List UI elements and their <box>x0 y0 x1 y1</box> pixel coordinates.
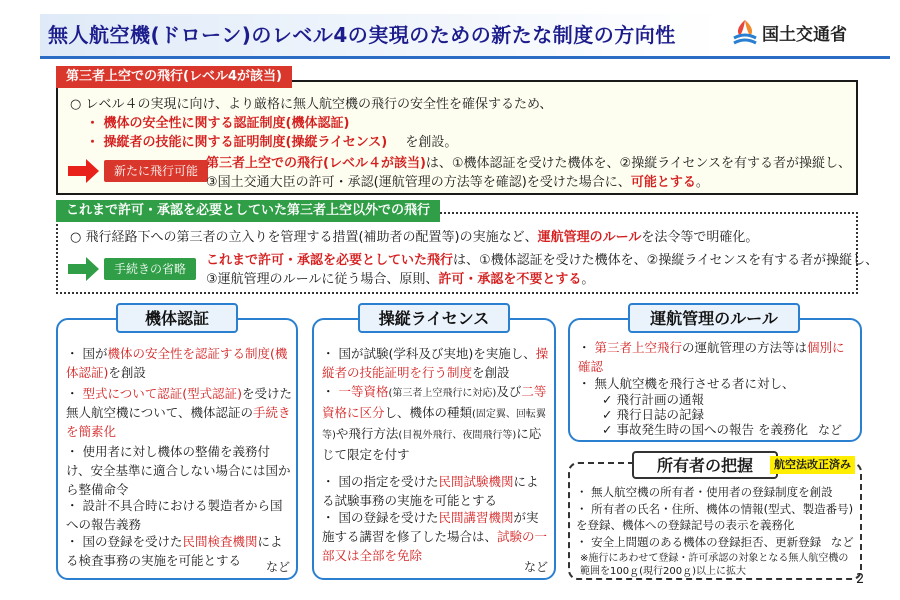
t-red: 試験の一部又は全部を免除 <box>322 529 548 563</box>
t: に応じて限定を付す <box>322 426 542 462</box>
owner-item-1: ・ 無人航空機の所有者・使用者の登録制度を創設 <box>576 485 833 499</box>
level4-bullet-kitai: ・ 機体の安全性に関する認証制度(機体認証) <box>86 116 350 131</box>
page-title: 無人航空機(ドローン)のレベル4の実現のための新たな制度の方向性 <box>40 14 720 56</box>
t-red: 型式について認証(型式認証) <box>82 386 242 401</box>
t: 飛行計画の通報 <box>616 392 704 407</box>
level4-detail2-a: ③国土交通大臣の許可・承認(運航管理の方法等を確認)を受けた場合に、 <box>206 175 631 190</box>
check-icon: ✓ <box>602 407 613 422</box>
t-red: 機体の安全性を認証する制度(機体認証) <box>66 346 288 380</box>
red-arrow-icon <box>68 158 100 184</box>
t: 無人航空機の所有者・使用者の登録制度を創設 <box>591 485 833 499</box>
intro-b: を法令等で明確化。 <box>641 230 759 245</box>
procedure-skip-badge: 手続きの省略 <box>104 258 196 280</box>
t: 及び <box>496 384 522 399</box>
level4-detail2-end: 。 <box>695 175 709 190</box>
owner-note: ※施行にあわせて登録・許可承認の対象となる無人航空機の範囲を100ｇ(現行200ｇ)以上に拡大 <box>580 553 849 577</box>
level4-detail-rest: は、①機体認証を受けた機体を、②操縦ライセンスを有する者が操縦し、 <box>425 156 852 171</box>
owner-item-2: ・ 所有者の氏名・住所、機体の情報(型式、製造番号)を登録、機体への登録記号の表示を義務化 <box>576 502 854 532</box>
license-item-3: ・ 国の指定を受けた民間試験機関による試験事務の実施を可能とする <box>322 474 539 508</box>
license-item-4: ・ 国の登録を受けた民間講習機関が実施する講習を修了した場合は、試験の一部又は全部を免除 <box>322 510 548 563</box>
t-small: (第三者上空飛行に対応) <box>388 388 497 399</box>
t-red: 手続きを簡素化 <box>66 405 291 439</box>
t-red: 操縦者の技能証明を行う制度 <box>322 346 549 380</box>
t: し、機体の種類 <box>384 405 473 420</box>
header <box>40 14 890 58</box>
t: 国が試験(学科及び実地)を実施し、 <box>338 346 536 361</box>
intro-a: ○ 飛行経路下への第三者の立入りを管理する措置(補助者の配置等)の実施など、 <box>70 230 538 245</box>
level4-bullet-license-suffix: を創設。 <box>405 135 458 150</box>
t: 事故発生時の国への報告 を義務化 <box>616 422 808 437</box>
detail2-red: 許可・承認を不要とする <box>438 272 582 287</box>
t: 無人航空機を飛行させる者に対し、 <box>594 376 795 391</box>
t: 国が <box>82 346 108 361</box>
kitai-item-2: ・ 型式について認証(型式認証)を受けた無人航空機について、機体認証の手続きを簡素化 <box>66 386 293 439</box>
ops-item-2: ・ 無人航空機を飛行させる者に対し、 <box>578 376 795 391</box>
license-title: 操縦ライセンス <box>358 303 510 333</box>
t-red: 第三者上空飛行 <box>594 340 682 355</box>
license-nado: など <box>524 560 549 574</box>
level4-bullet-license-label: ・ 操縦者の技能に関する証明制度(操縦ライセンス) <box>86 135 388 150</box>
t: 国の指定を受けた <box>338 474 439 489</box>
intro-red: 運航管理のルール <box>537 230 642 245</box>
kitai-item-1: ・ 国が機体の安全性を認証する制度(機体認証)を創設 <box>66 346 288 380</box>
kitai-ninsho-title: 機体認証 <box>116 303 238 333</box>
ops-rules-title: 運航管理のルール <box>628 303 800 333</box>
kitai-item-5: ・ 国の登録を受けた民間検査機関による検査事務の実施を可能とする <box>66 534 283 568</box>
t: 所有者の氏名・住所、機体の情報(型式、製造番号)を登録、機体への登録記号の表示を義務化 <box>576 502 854 532</box>
t-red: 二等資格に区分 <box>322 384 547 420</box>
detail2-a: ③運航管理のルールに従う場合、原則、 <box>206 272 439 287</box>
level4-bullet-license <box>86 133 457 152</box>
ministry-name: 国土交通省 <box>762 25 847 45</box>
title-underline <box>40 56 890 59</box>
t-red: 一等資格 <box>338 384 389 399</box>
owner-nado: など <box>830 535 854 549</box>
kitai-nado: など <box>266 560 291 574</box>
t: を創設 <box>472 365 510 380</box>
level4-intro: ○ レベル４の実現に向け、より厳格に無人航空機の飛行の安全性を確保するため、 <box>70 97 553 112</box>
check-icon: ✓ <box>602 392 613 407</box>
check-icon: ✓ <box>602 422 613 437</box>
green-arrow-icon <box>68 256 100 282</box>
t: 飛行日誌の記録 <box>616 407 704 422</box>
t: の運航管理の方法等は <box>682 340 808 355</box>
t: を受けた無人航空機について、機体認証の <box>66 386 293 420</box>
t-red: 民間講習機関 <box>438 510 514 525</box>
non-third-party-detail-line1 <box>206 251 878 270</box>
t: による試験事務の実施を可能とする <box>322 474 539 508</box>
license-item-1: ・ 国が試験(学科及び実地)を実施し、操縦者の技能証明を行う制度を創設 <box>322 346 549 380</box>
level4-detail-line2 <box>206 173 709 192</box>
t-small: (固定翼、回転翼等) <box>322 409 546 441</box>
t: や飛行方法 <box>335 426 399 441</box>
t: 使用者に対し機体の整備を義務付け、安全基準に適合しない場合には国から整備命令 <box>66 444 291 497</box>
level4-detail2-red: 可能とする <box>630 175 696 190</box>
ministry-logo-icon <box>732 18 758 46</box>
level4-detail-line1 <box>206 154 851 173</box>
detail-red: これまで許可・承認を必要としていた飛行 <box>206 253 454 268</box>
t: 安全上問題のある機体の登録拒否、更新登録 <box>591 535 822 549</box>
t-red: 民間検査機関 <box>182 534 258 549</box>
t-small: (目視外飛行、夜間飛行等) <box>398 430 517 441</box>
non-third-party-section-tab: これまで許可・承認を必要としていた第三者上空以外での飛行 <box>56 200 440 222</box>
t: 国の登録を受けた <box>82 534 183 549</box>
t: による検査事務の実施を可能とする <box>66 534 283 568</box>
page-number: 2 <box>856 572 865 587</box>
t-red: 個別に確認 <box>578 340 845 374</box>
newly-allowed-badge: 新たに飛行可能 <box>104 160 208 182</box>
non-third-party-detail-line2 <box>206 270 594 289</box>
owner-registration-title: 所有者の把握 <box>632 451 778 479</box>
ops-check-3 <box>602 420 808 439</box>
t-red: 民間試験機関 <box>438 474 514 489</box>
t: が実施する講習を修了した場合は、 <box>322 510 539 544</box>
t: 国の登録を受けた <box>338 510 439 525</box>
ops-item-1: ・ 第三者上空飛行の運航管理の方法等は個別に確認 <box>578 340 845 374</box>
license-item-2: ・ 一等資格(第三者上空飛行に対応)及び二等資格に区分し、機体の種類(固定翼、回転翼等)や飛行方法(目視外飛行、夜間飛行等)に応じて限定を付す <box>322 384 547 462</box>
ops-nado: など <box>818 423 843 437</box>
detail2-end: 。 <box>581 272 595 287</box>
non-third-party-intro <box>70 228 758 247</box>
level4-detail-red: 第三者上空での飛行(レベル４が該当) <box>206 156 426 171</box>
detail-rest: は、①機体認証を受けた機体を、②操縦ライセンスを有する者が操縦し、 <box>453 253 879 268</box>
law-amended-badge: 航空法改正済み <box>770 456 855 474</box>
owner-item-3: ・ 安全上問題のある機体の登録拒否、更新登録 など <box>576 535 854 549</box>
t: 設計不具合時における製造者から国への報告義務 <box>66 498 283 532</box>
kitai-item-4: ・ 設計不具合時における製造者から国への報告義務 <box>66 498 283 532</box>
kitai-item-3: ・ 使用者に対し機体の整備を義務付け、安全基準に適合しない場合には国から整備命令 <box>66 444 291 497</box>
t: を創設 <box>108 365 146 380</box>
level4-section-tab: 第三者上空での飛行(レベル4が該当) <box>56 66 292 88</box>
